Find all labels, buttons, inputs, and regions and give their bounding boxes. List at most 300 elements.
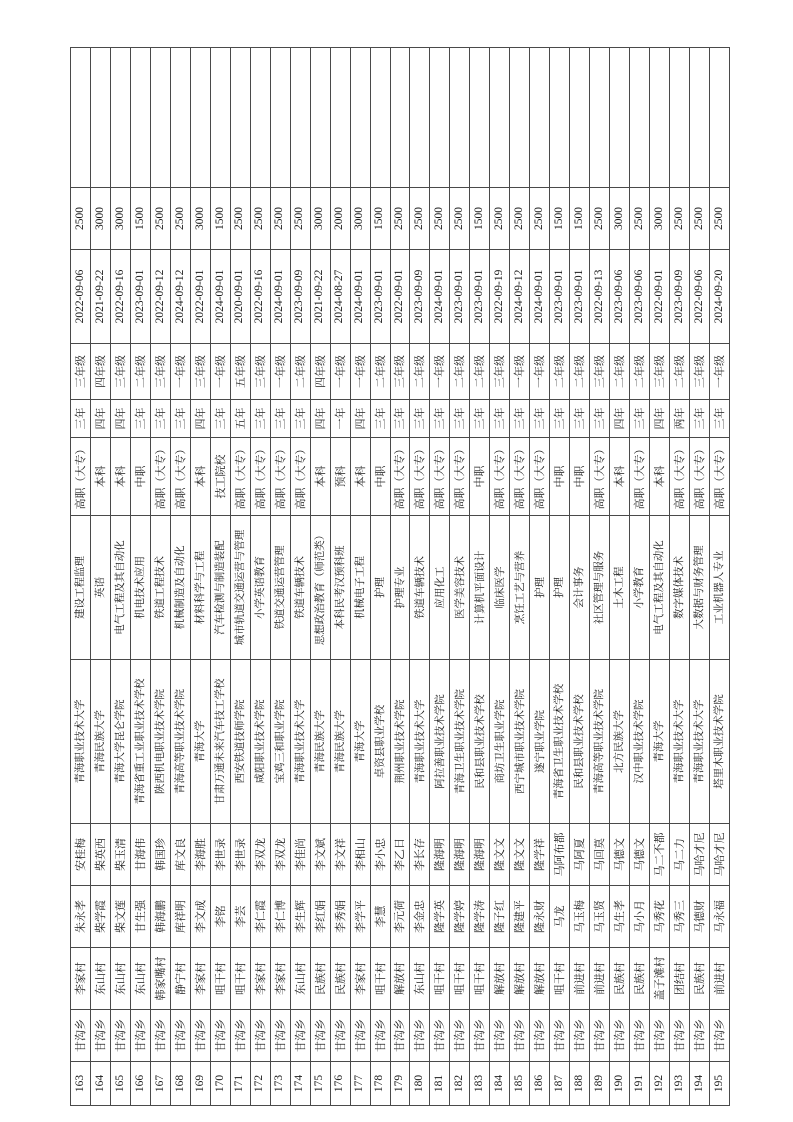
student-name-cell: 李仁霞 — [250, 886, 270, 948]
row-number-cell: 171 — [230, 1062, 250, 1106]
blank-cell — [210, 48, 230, 188]
guardian-name-cell: 李乙日 — [390, 824, 410, 886]
education-level-cell: 预科 — [330, 438, 350, 516]
guardian-name-cell: 李长存 — [410, 824, 430, 886]
table-row — [450, 48, 470, 1106]
village-cell: 东山村 — [110, 948, 130, 1010]
grade-cell: 一年级 — [170, 344, 190, 400]
row-number-cell: 165 — [110, 1062, 130, 1106]
township-cell: 甘沟乡 — [390, 1010, 410, 1062]
row-number-cell: 176 — [330, 1062, 350, 1106]
subsidy-amount-cell: 1500 — [370, 188, 390, 250]
table-row — [290, 48, 310, 1106]
education-level-cell: 本科 — [310, 438, 330, 516]
guardian-name-cell: 马哈才尼 — [710, 824, 730, 886]
enrollment-date-cell: 2021-09-22 — [90, 250, 110, 344]
major-cell: 电气工程及其自动化 — [650, 516, 670, 660]
education-level-cell: 技工院校 — [210, 438, 230, 516]
row-number-cell: 167 — [150, 1062, 170, 1106]
program-length-cell: 四年 — [310, 400, 330, 438]
row-number-cell: 193 — [670, 1062, 690, 1106]
grade-cell: 三年级 — [490, 344, 510, 400]
grade-cell: 二年级 — [570, 344, 590, 400]
village-cell: 李家村 — [270, 948, 290, 1010]
subsidy-amount-cell: 2500 — [410, 188, 430, 250]
guardian-name-cell: 李文斌 — [310, 824, 330, 886]
township-cell: 甘沟乡 — [370, 1010, 390, 1062]
program-length-cell: 三年 — [490, 400, 510, 438]
table-row — [230, 48, 250, 1106]
student-name-cell: 隆建平 — [510, 886, 530, 948]
guardian-name-cell: 甘海伟 — [130, 824, 150, 886]
township-cell: 甘沟乡 — [710, 1010, 730, 1062]
enrollment-date-cell: 2024-09-01 — [530, 250, 550, 344]
row-number-cell: 185 — [510, 1062, 530, 1106]
major-cell: 铁道车辆技术 — [290, 516, 310, 660]
grade-cell: 三年级 — [110, 344, 130, 400]
student-name-cell: 柴学霞 — [90, 886, 110, 948]
education-level-cell: 本科 — [350, 438, 370, 516]
village-cell: 咀干村 — [430, 948, 450, 1010]
blank-cell — [530, 48, 550, 188]
row-number-cell: 184 — [490, 1062, 510, 1106]
major-cell: 电气工程及其自动化 — [110, 516, 130, 660]
education-level-cell: 高职（大专） — [670, 438, 690, 516]
education-level-cell: 高职（大专） — [530, 438, 550, 516]
township-cell: 甘沟乡 — [470, 1010, 490, 1062]
enrollment-date-cell: 2023-09-09 — [290, 250, 310, 344]
major-cell: 土木工程 — [610, 516, 630, 660]
program-length-cell: 三年 — [550, 400, 570, 438]
program-length-cell: 三年 — [270, 400, 290, 438]
blank-cell — [510, 48, 530, 188]
blank-cell — [410, 48, 430, 188]
enrollment-date-cell: 2024-09-01 — [430, 250, 450, 344]
subsidy-amount-cell: 2500 — [450, 188, 470, 250]
township-cell: 甘沟乡 — [250, 1010, 270, 1062]
program-length-cell: 四年 — [610, 400, 630, 438]
education-level-cell: 本科 — [110, 438, 130, 516]
program-length-cell: 三年 — [450, 400, 470, 438]
school-cell: 西安铁道技师学院 — [230, 660, 250, 824]
student-name-cell: 李仁博 — [270, 886, 290, 948]
major-cell: 计算机平面设计 — [470, 516, 490, 660]
table-row — [510, 48, 530, 1106]
student-name-cell: 李生辉 — [290, 886, 310, 948]
school-cell: 青海职业技术大学 — [670, 660, 690, 824]
table-row — [710, 48, 730, 1106]
blank-cell — [270, 48, 290, 188]
enrollment-date-cell: 2024-09-01 — [350, 250, 370, 344]
major-cell: 思想政治教育（师范类） — [310, 516, 330, 660]
village-cell: 民族村 — [310, 948, 330, 1010]
education-level-cell: 本科 — [650, 438, 670, 516]
table-row — [350, 48, 370, 1106]
guardian-name-cell: 李双龙 — [250, 824, 270, 886]
subsidy-amount-cell: 3000 — [310, 188, 330, 250]
row-number-cell: 179 — [390, 1062, 410, 1106]
grade-cell: 一年级 — [430, 344, 450, 400]
guardian-name-cell: 李世录 — [210, 824, 230, 886]
table-row — [490, 48, 510, 1106]
guardian-name-cell: 韩国珍 — [150, 824, 170, 886]
subsidy-amount-cell: 3000 — [110, 188, 130, 250]
township-cell: 甘沟乡 — [410, 1010, 430, 1062]
grade-cell: 四年级 — [310, 344, 330, 400]
program-length-cell: 三年 — [150, 400, 170, 438]
table-row — [590, 48, 610, 1106]
school-cell: 青海大学 — [350, 660, 370, 824]
major-cell: 临床医学 — [490, 516, 510, 660]
major-cell: 工业机器人专业 — [710, 516, 730, 660]
enrollment-date-cell: 2024-09-01 — [210, 250, 230, 344]
row-number-cell: 166 — [130, 1062, 150, 1106]
student-name-cell: 马德财 — [690, 886, 710, 948]
guardian-name-cell: 隆文文 — [490, 824, 510, 886]
school-cell: 民和县职业技术学校 — [470, 660, 490, 824]
blank-cell — [250, 48, 270, 188]
major-cell: 护理专业 — [390, 516, 410, 660]
grade-cell: 一年级 — [350, 344, 370, 400]
education-level-cell: 高职（大专） — [450, 438, 470, 516]
guardian-name-cell: 隆学祥 — [530, 824, 550, 886]
student-name-cell: 李芸 — [230, 886, 250, 948]
grade-cell: 二年级 — [610, 344, 630, 400]
education-level-cell: 高职（大专） — [390, 438, 410, 516]
subsidy-amount-cell: 2500 — [430, 188, 450, 250]
row-number-cell: 190 — [610, 1062, 630, 1106]
education-level-cell: 中职 — [570, 438, 590, 516]
major-cell: 铁道交通运营管理 — [270, 516, 290, 660]
guardian-name-cell: 隆海明 — [450, 824, 470, 886]
guardian-name-cell: 李文祥 — [330, 824, 350, 886]
grade-cell: 一年级 — [270, 344, 290, 400]
blank-cell — [110, 48, 130, 188]
grade-cell: 一年级 — [710, 344, 730, 400]
village-cell: 咀干村 — [230, 948, 250, 1010]
subsidy-amount-cell: 2500 — [290, 188, 310, 250]
township-cell: 甘沟乡 — [670, 1010, 690, 1062]
major-cell: 机械电子工程 — [350, 516, 370, 660]
row-number-cell: 177 — [350, 1062, 370, 1106]
grade-cell: 二年级 — [550, 344, 570, 400]
education-level-cell: 本科 — [90, 438, 110, 516]
enrollment-date-cell: 2023-09-01 — [370, 250, 390, 344]
subsidy-amount-cell: 2500 — [670, 188, 690, 250]
guardian-name-cell: 库文良 — [170, 824, 190, 886]
table-row — [310, 48, 330, 1106]
table-body — [71, 48, 730, 1106]
township-cell: 甘沟乡 — [330, 1010, 350, 1062]
table-row — [410, 48, 430, 1106]
village-cell: 东山村 — [410, 948, 430, 1010]
enrollment-date-cell: 2023-09-09 — [670, 250, 690, 344]
school-cell: 塔里木职业技术学院 — [710, 660, 730, 824]
enrollment-date-cell: 2022-09-16 — [110, 250, 130, 344]
guardian-name-cell: 隆海明 — [470, 824, 490, 886]
student-subsidy-table — [70, 47, 730, 1106]
enrollment-date-cell: 2024-09-12 — [510, 250, 530, 344]
subsidy-amount-cell: 2500 — [510, 188, 530, 250]
blank-cell — [470, 48, 490, 188]
guardian-name-cell: 马阿夏 — [570, 824, 590, 886]
grade-cell: 二年级 — [410, 344, 430, 400]
subsidy-amount-cell: 2000 — [330, 188, 350, 250]
table-row — [210, 48, 230, 1106]
blank-cell — [630, 48, 650, 188]
guardian-name-cell: 李相山 — [350, 824, 370, 886]
major-cell: 建设工程监理 — [71, 516, 91, 660]
table-row — [650, 48, 670, 1106]
school-cell: 青海大学 — [650, 660, 670, 824]
grade-cell: 三年级 — [650, 344, 670, 400]
guardian-name-cell: 马二不都 — [650, 824, 670, 886]
table-row — [150, 48, 170, 1106]
subsidy-amount-cell: 2500 — [170, 188, 190, 250]
enrollment-date-cell: 2021-09-22 — [310, 250, 330, 344]
row-number-cell: 170 — [210, 1062, 230, 1106]
major-cell: 英语 — [90, 516, 110, 660]
row-number-cell: 186 — [530, 1062, 550, 1106]
school-cell: 商坊卫生职业学院 — [490, 660, 510, 824]
major-cell: 机械制造及自动化 — [170, 516, 190, 660]
school-cell: 北方民族大学 — [610, 660, 630, 824]
program-length-cell: 三年 — [430, 400, 450, 438]
subsidy-amount-cell: 3000 — [350, 188, 370, 250]
student-name-cell: 李慧 — [370, 886, 390, 948]
table-row — [610, 48, 630, 1106]
enrollment-date-cell: 2022-09-16 — [250, 250, 270, 344]
major-cell: 汽车检测与制造装配 — [210, 516, 230, 660]
student-name-cell: 隆学涛 — [470, 886, 490, 948]
enrollment-date-cell: 2023-09-01 — [550, 250, 570, 344]
school-cell: 青海省卫生职业技术学校 — [550, 660, 570, 824]
table-row — [570, 48, 590, 1106]
education-level-cell: 高职（大专） — [490, 438, 510, 516]
enrollment-date-cell: 2022-09-19 — [490, 250, 510, 344]
major-cell: 小学英语教育 — [250, 516, 270, 660]
village-cell: 李家村 — [71, 948, 91, 1010]
enrollment-date-cell: 2023-09-06 — [610, 250, 630, 344]
blank-cell — [90, 48, 110, 188]
row-number-cell: 188 — [570, 1062, 590, 1106]
education-level-cell: 本科 — [610, 438, 630, 516]
student-name-cell: 库祥明 — [170, 886, 190, 948]
guardian-name-cell: 柴玉清 — [110, 824, 130, 886]
township-cell: 甘沟乡 — [190, 1010, 210, 1062]
grade-cell: 一年级 — [330, 344, 350, 400]
program-length-cell: 三年 — [410, 400, 430, 438]
township-cell: 甘沟乡 — [350, 1010, 370, 1062]
subsidy-amount-cell: 3000 — [650, 188, 670, 250]
village-cell: 东山村 — [130, 948, 150, 1010]
guardian-name-cell: 马回莫 — [590, 824, 610, 886]
blank-cell — [150, 48, 170, 188]
blank-cell — [390, 48, 410, 188]
grade-cell: 一年级 — [210, 344, 230, 400]
township-cell: 甘沟乡 — [310, 1010, 330, 1062]
row-number-cell: 181 — [430, 1062, 450, 1106]
blank-cell — [330, 48, 350, 188]
education-level-cell: 高职（大专） — [250, 438, 270, 516]
enrollment-date-cell: 2023-09-01 — [450, 250, 470, 344]
major-cell: 机电技术应用 — [130, 516, 150, 660]
school-cell: 青海民族大学 — [90, 660, 110, 824]
student-name-cell: 马龙 — [550, 886, 570, 948]
village-cell: 韩家嘴村 — [150, 948, 170, 1010]
guardian-name-cell: 马阿布都 — [550, 824, 570, 886]
row-number-cell: 175 — [310, 1062, 330, 1106]
table-row — [370, 48, 390, 1106]
table-row — [250, 48, 270, 1106]
guardian-name-cell: 安桂梅 — [71, 824, 91, 886]
school-cell: 汉中职业技术学院 — [630, 660, 650, 824]
enrollment-date-cell: 2023-09-09 — [410, 250, 430, 344]
guardian-name-cell: 李海胜 — [190, 824, 210, 886]
program-length-cell: 三年 — [71, 400, 91, 438]
table-row — [530, 48, 550, 1106]
education-level-cell: 中职 — [470, 438, 490, 516]
village-cell: 团结村 — [670, 948, 690, 1010]
grade-cell: 三年级 — [190, 344, 210, 400]
blank-cell — [690, 48, 710, 188]
row-number-cell: 187 — [550, 1062, 570, 1106]
program-length-cell: 三年 — [210, 400, 230, 438]
education-level-cell: 高职（大专） — [150, 438, 170, 516]
blank-cell — [430, 48, 450, 188]
subsidy-amount-cell: 2500 — [390, 188, 410, 250]
school-cell: 卓资县职业学校 — [370, 660, 390, 824]
education-level-cell: 高职（大专） — [410, 438, 430, 516]
rotated-table-wrapper — [70, 48, 730, 1106]
subsidy-amount-cell: 2500 — [690, 188, 710, 250]
school-cell: 咸阳职业技术学院 — [250, 660, 270, 824]
village-cell: 李家村 — [350, 948, 370, 1010]
township-cell: 甘沟乡 — [150, 1010, 170, 1062]
township-cell: 甘沟乡 — [170, 1010, 190, 1062]
grade-cell: 三年级 — [250, 344, 270, 400]
village-cell: 咀干村 — [450, 948, 470, 1010]
student-name-cell: 隆学婷 — [450, 886, 470, 948]
education-level-cell: 中职 — [370, 438, 390, 516]
subsidy-amount-cell: 2500 — [590, 188, 610, 250]
school-cell: 青海高等职业技术学院 — [590, 660, 610, 824]
village-cell: 解放村 — [390, 948, 410, 1010]
major-cell: 本科民考汉预科班 — [330, 516, 350, 660]
enrollment-date-cell: 2024-09-12 — [170, 250, 190, 344]
education-level-cell: 高职（大专） — [170, 438, 190, 516]
township-cell: 甘沟乡 — [290, 1010, 310, 1062]
enrollment-date-cell: 2023-09-01 — [470, 250, 490, 344]
table-row — [690, 48, 710, 1106]
subsidy-amount-cell: 2500 — [230, 188, 250, 250]
program-length-cell: 四年 — [350, 400, 370, 438]
program-length-cell: 三年 — [690, 400, 710, 438]
village-cell: 咀干村 — [370, 948, 390, 1010]
program-length-cell: 三年 — [630, 400, 650, 438]
subsidy-amount-cell: 2500 — [270, 188, 290, 250]
table-row — [670, 48, 690, 1106]
student-name-cell: 马小月 — [630, 886, 650, 948]
guardian-name-cell: 李世录 — [230, 824, 250, 886]
subsidy-amount-cell: 1500 — [470, 188, 490, 250]
guardian-name-cell: 隆文文 — [510, 824, 530, 886]
village-cell: 东山村 — [90, 948, 110, 1010]
subsidy-amount-cell: 2500 — [250, 188, 270, 250]
blank-cell — [71, 48, 91, 188]
village-cell: 民族村 — [690, 948, 710, 1010]
education-level-cell: 本科 — [190, 438, 210, 516]
program-length-cell: 三年 — [510, 400, 530, 438]
subsidy-amount-cell: 1500 — [130, 188, 150, 250]
major-cell: 城市轨道交通运营与管理 — [230, 516, 250, 660]
student-name-cell: 李学平 — [350, 886, 370, 948]
township-cell: 甘沟乡 — [90, 1010, 110, 1062]
education-level-cell: 中职 — [550, 438, 570, 516]
student-name-cell: 甘生强 — [130, 886, 150, 948]
township-cell: 甘沟乡 — [590, 1010, 610, 1062]
table-row — [270, 48, 290, 1106]
table-row — [550, 48, 570, 1106]
guardian-name-cell: 隆海明 — [430, 824, 450, 886]
township-cell: 甘沟乡 — [630, 1010, 650, 1062]
grade-cell: 二年级 — [450, 344, 470, 400]
row-number-cell: 163 — [71, 1062, 91, 1106]
village-cell: 李家村 — [250, 948, 270, 1010]
grade-cell: 二年级 — [370, 344, 390, 400]
school-cell: 西宁城市职业技术学院 — [510, 660, 530, 824]
school-cell: 青海职业技术大学 — [690, 660, 710, 824]
row-number-cell: 173 — [270, 1062, 290, 1106]
program-length-cell: 五年 — [230, 400, 250, 438]
table-row — [71, 48, 91, 1106]
education-level-cell: 高职（大专） — [510, 438, 530, 516]
school-cell: 青海民族大学 — [330, 660, 350, 824]
township-cell: 甘沟乡 — [210, 1010, 230, 1062]
program-length-cell: 三年 — [290, 400, 310, 438]
student-name-cell: 李元荷 — [390, 886, 410, 948]
program-length-cell: 三年 — [370, 400, 390, 438]
major-cell: 铁道工程技术 — [150, 516, 170, 660]
blank-cell — [370, 48, 390, 188]
grade-cell: 五年级 — [230, 344, 250, 400]
school-cell: 青海职业技术大学 — [410, 660, 430, 824]
row-number-cell: 180 — [410, 1062, 430, 1106]
grade-cell: 二年级 — [670, 344, 690, 400]
guardian-name-cell: 马二力 — [670, 824, 690, 886]
township-cell: 甘沟乡 — [130, 1010, 150, 1062]
education-level-cell: 中职 — [130, 438, 150, 516]
township-cell: 甘沟乡 — [270, 1010, 290, 1062]
enrollment-date-cell: 2022-09-06 — [71, 250, 91, 344]
row-number-cell: 189 — [590, 1062, 610, 1106]
row-number-cell: 169 — [190, 1062, 210, 1106]
program-length-cell: 四年 — [110, 400, 130, 438]
village-cell: 静宁村 — [170, 948, 190, 1010]
guardian-name-cell: 马德文 — [630, 824, 650, 886]
enrollment-date-cell: 2020-09-01 — [230, 250, 250, 344]
major-cell: 医学美容技术 — [450, 516, 470, 660]
program-length-cell: 四年 — [90, 400, 110, 438]
education-level-cell: 高职（大专） — [71, 438, 91, 516]
township-cell: 甘沟乡 — [690, 1010, 710, 1062]
village-cell: 盖子滩村 — [650, 948, 670, 1010]
education-level-cell: 高职（大专） — [590, 438, 610, 516]
school-cell: 民和县职业技术学校 — [570, 660, 590, 824]
school-cell: 青海职业技术大学 — [290, 660, 310, 824]
row-number-cell: 168 — [170, 1062, 190, 1106]
student-name-cell: 马秀三 — [670, 886, 690, 948]
